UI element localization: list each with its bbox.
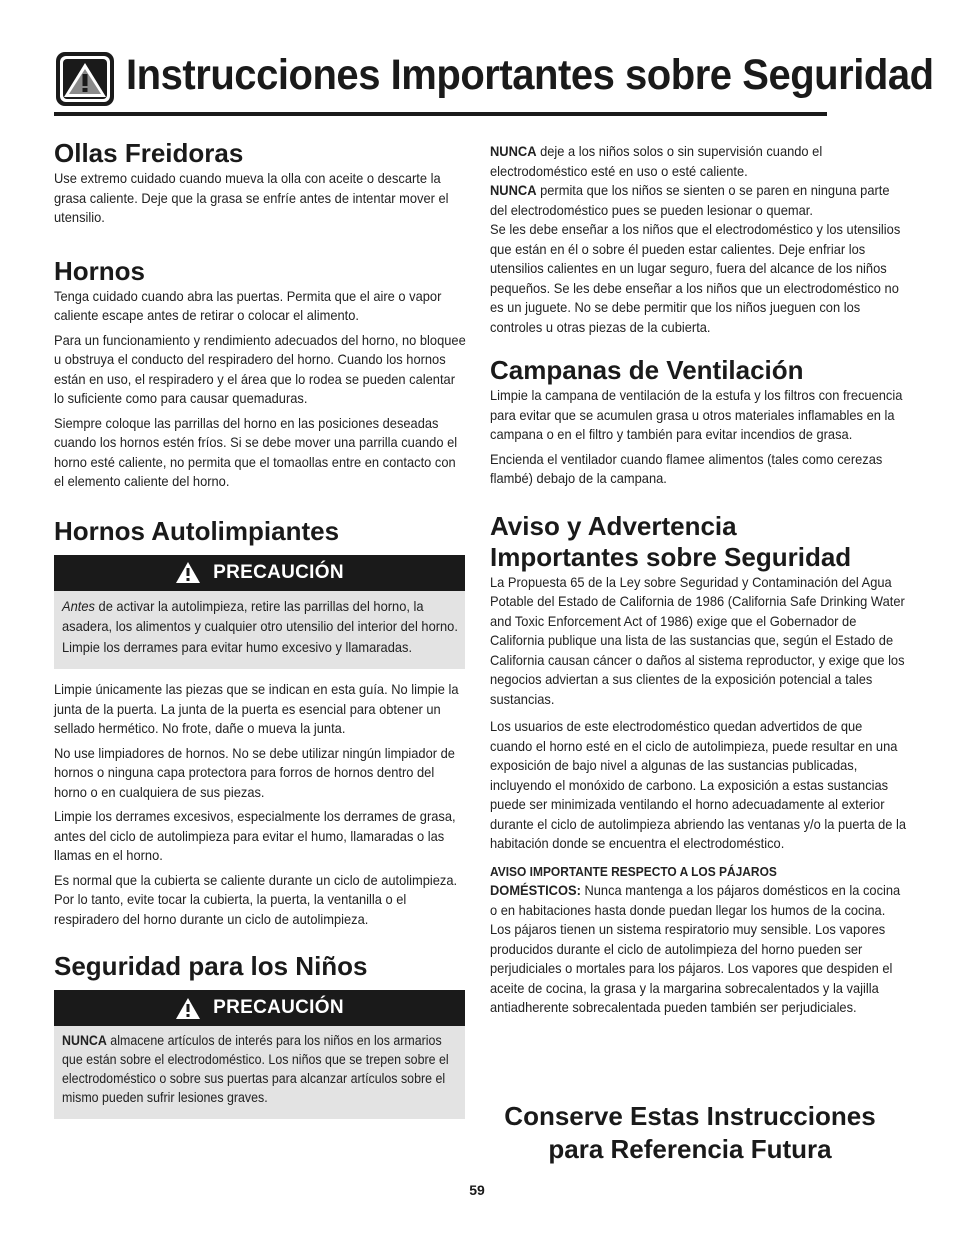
paragraph: Limpie la campana de ventilación de la estufa y los filtros con frecuencia para evitar que se acumulen grasa u otros materiales inflamables en la campana o en el filtro y también para evitar incendios de grasa. xyxy=(490,387,903,442)
paragraph: Limpie los derrames excesivos, especialmente los derrames de grasa, antes del ciclo de autolimpieza para evitar el humo, llamaradas o las llamas en el horno. xyxy=(54,808,456,863)
caution-header xyxy=(54,555,465,591)
paragraph: permita que los niños se sienten o se paren en ninguna parte del electrodoméstico pues se pueden lesionar o quemar. xyxy=(490,182,890,218)
keep-instructions-line-2: para Referencia Futura xyxy=(548,1134,832,1164)
paragraph: Tenga cuidado cuando abra las puertas. Permita que el aire o vapor caliente escape antes de retirar o colocar el alimento. xyxy=(54,287,442,323)
heading-aviso-2: Importantes sobre Seguridad xyxy=(490,541,852,572)
heading-hornos-autolimpiantes: Hornos Autolimpiantes xyxy=(54,515,340,546)
page-title: Instrucciones Importantes sobre Seguridad xyxy=(126,51,934,99)
caution-body xyxy=(54,1026,465,1119)
heading-aviso-1: Aviso y Advertencia xyxy=(490,510,737,541)
caution-body xyxy=(54,591,465,670)
caution-box xyxy=(54,555,465,670)
bold-never: NUNCA xyxy=(490,143,537,159)
page-header xyxy=(54,44,934,116)
caution-bold: NUNCA xyxy=(62,1033,107,1048)
paragraph: Es normal que la cubierta se caliente durante un ciclo de autolimpieza. Por lo tanto, evite tocar la cubierta, la puerta, la ventanilla o el respiradero del horno durante un ciclo de autolimpieza. xyxy=(54,871,458,927)
caution-header xyxy=(54,990,465,1026)
caution-warning-icon xyxy=(175,561,201,584)
paragraph: Use extremo cuidado cuando mueva la olla con aceite o descarte la grasa caliente. Deje que la grasa se enfríe antes de intentar mover el utensilio. xyxy=(54,170,449,225)
right-column xyxy=(490,142,906,1018)
heading-seguridad-ninos: Seguridad para los Niños xyxy=(54,951,368,981)
heading-hornos: Hornos xyxy=(54,255,145,286)
paragraph: Limpie únicamente las piezas que se indican en esta guía. No limpie la junta de la puerta. La junta de la puerta es esencial para obtener un sellado hermético. No frote, dañe o mueva la junta. xyxy=(54,681,459,736)
paragraph: Se les debe enseñar a los niños que el electrodoméstico y los utensilios que están en él o sobre él pueden estar calientes. Deje enfriar los utensilios calientes en un lugar seguro, fuera del alcance de los niños pequeños. Se les debe enseñar a los niños que un electrodoméstico no es un juguete. No se debe permitir que los niños jueguen con los controles u otras piezas de la cubierta. xyxy=(490,221,901,335)
caution-label: PRECAUCIÓN xyxy=(213,997,344,1018)
keep-instructions-note xyxy=(490,1100,890,1166)
paragraph: deje a los niños solos o sin supervisión cuando el electrodoméstico esté en uso o esté caliente. xyxy=(490,143,823,179)
paragraph: Los usuarios de este electrodoméstico quedan advertidos de que cuando el horno esté en el ciclo de autolimpieza, puede resultar en una exposición de bajo nivel a algunas de las sustancias publicadas, incluyendo el monóxido de carbono. La exposición a estas sustancias puede ser minimizada ventilando el horno adecuadamente al exterior durante el ciclo de autolimpieza abriendo las ventanas y/o la puerta de la habitación donde se encuentra el electrodoméstico. xyxy=(490,718,907,851)
paragraph: No use limpiadores de hornos. No se debe utilizar ningún limpiador de hornos o ninguna capa protectora para forros de hornos dentro del horno o en cualquiera de sus piezas. xyxy=(54,744,455,800)
caution-text: de activar la autolimpieza, retire las parrillas del horno, la asadera, los alimentos y cualquier otro utensilio del interior del horno. Limpie los derrames para evitar humo excesivo y llamaradas. xyxy=(62,597,458,655)
birds-notice-text: Nunca mantenga a los pájaros domésticos en la cocina o en habitaciones hasta donde puedan llegar los humos de la cocina. Los pájaros tienen un sistema respiratorio muy sensible. Los vapores producidos durante el ciclo de autolimpieza del horno pueden ser perjudiciales o mortales para los pájaros. Los vapores que despiden el aceite de cocina, la grasa y la margarina sobrecalentados y la vajilla antiadherente sobrecalentada pueden también ser perjudiciales. xyxy=(490,882,901,1015)
caution-warning-icon xyxy=(175,997,201,1020)
paragraph: Encienda el ventilador cuando flamee alimentos (tales como cerezas flambé) debajo de la campana. xyxy=(490,450,883,486)
warning-triangle-icon xyxy=(54,50,116,108)
left-column xyxy=(54,138,466,1119)
caution-label: PRECAUCIÓN xyxy=(213,561,344,583)
heading-ollas-freidoras: Ollas Freidoras xyxy=(54,138,244,168)
paragraph: Siempre coloque las parrillas del horno en las posiciones deseadas cuando los hornos estén fríos. Si se debe mover una parrilla cuando el horno esté caliente, no permita que el tomaollas entre en contacto con el elemento caliente del horno. xyxy=(54,414,458,489)
birds-notice-subtitle: DOMÉSTICOS: xyxy=(490,882,581,898)
page-number: 59 xyxy=(469,1182,485,1198)
paragraph: La Propuesta 65 de la Ley sobre Seguridad y Contaminación del Agua Potable del Estado de California de 1986 (California Safe Drinking Water and Toxic Enforcement Act of 1986) exige que el Gobernador de California publique una lista de las sustancias que, según el Estado de California causan cáncer o daños al sistema reproductor, y exige que los negocios adviertan a sus clientes de la exposición potencial a tales sustancias. xyxy=(490,573,905,707)
heading-campanas: Campanas de Ventilación xyxy=(490,355,804,385)
bold-never: NUNCA xyxy=(490,182,537,198)
paragraph: Para un funcionamiento y rendimiento adecuados del horno, no bloquee u obstruya el conducto del respiradero del horno. Cuando los hornos están en uso, el respiradero y el área que lo rodea se pueden calentar lo suficiente como para causar quemaduras. xyxy=(54,331,466,406)
birds-notice-title: AVISO IMPORTANTE RESPECTO A LOS PÁJAROS xyxy=(490,863,777,879)
caution-text: almacene artículos de interés para los niños en los armarios que están sobre el electrodoméstico. Los niños que se trepen sobre el electrodoméstico o sobre sus puertas para alcanzar artículos sobre el mismo pueden sufrir lesiones graves. xyxy=(62,1033,449,1105)
caution-emphasis: Antes xyxy=(62,597,95,614)
caution-box xyxy=(54,990,465,1119)
keep-instructions-line-1: Conserve Estas Instrucciones xyxy=(504,1101,876,1131)
